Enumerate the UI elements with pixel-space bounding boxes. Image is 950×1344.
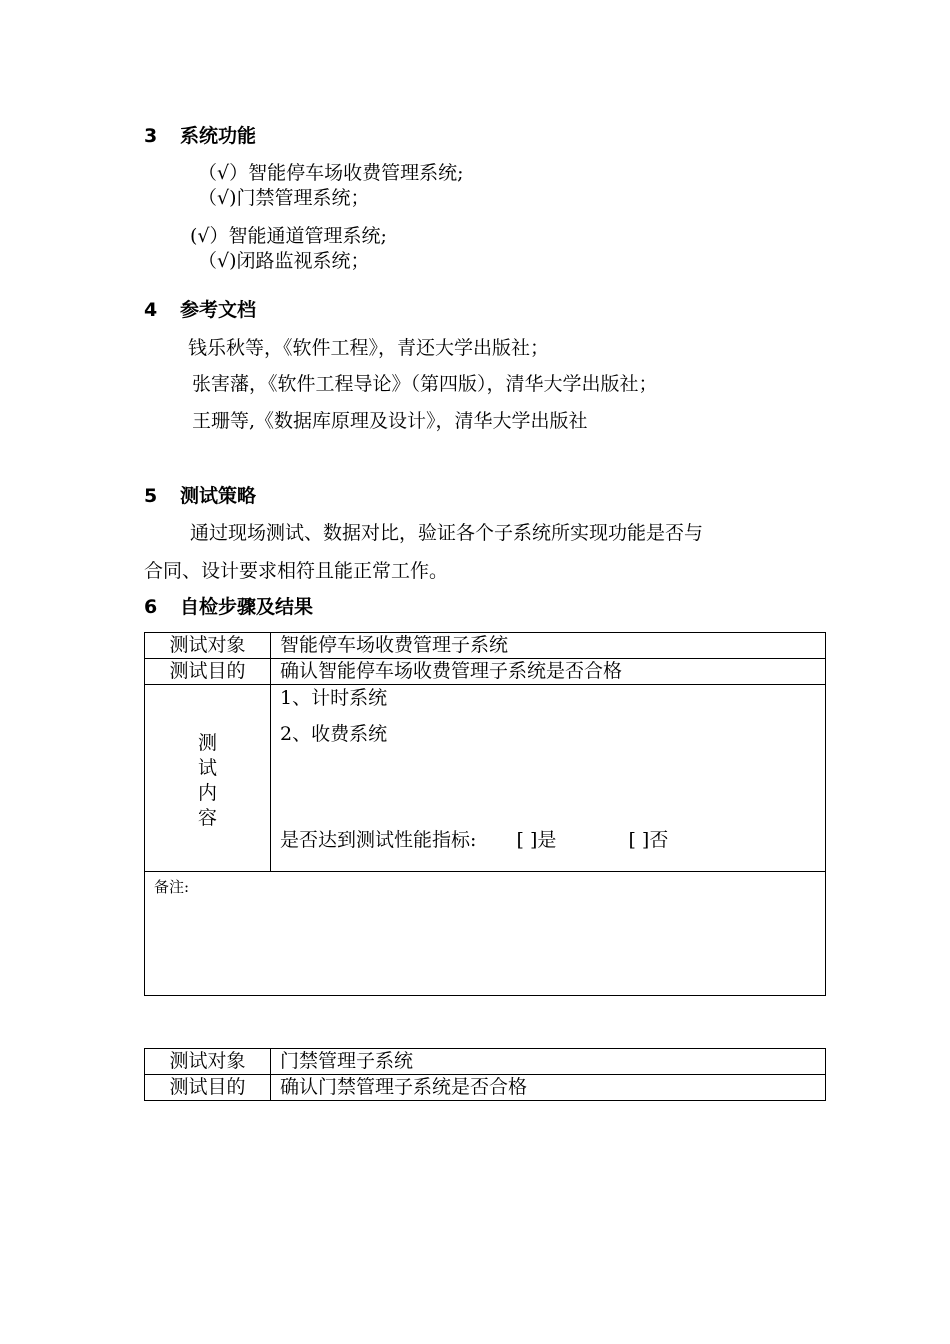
test-table-access-control — [144, 1048, 826, 1101]
section-5-number: 5 — [144, 485, 158, 507]
function-item: （√)门禁管理系统； — [198, 187, 370, 209]
function-item: (√）智能通道管理系统; — [190, 225, 387, 247]
test-object-value: 门禁管理子系统 — [271, 1049, 826, 1075]
function-item: （√)闭路监视系统； — [198, 250, 370, 272]
test-purpose-value: 确认智能停车场收费管理子系统是否合格 — [271, 659, 826, 685]
remark-label: 备注: — [154, 878, 190, 896]
test-purpose-label: 测试目的 — [145, 659, 271, 685]
performance-check-row — [280, 828, 668, 853]
section-4-title: 参考文档 — [180, 299, 257, 321]
section-4-number: 4 — [144, 299, 158, 321]
test-object-label: 测试对象 — [145, 1049, 271, 1075]
check-no-box[interactable]: [ ]否 — [628, 829, 669, 851]
section-6-number: 6 — [144, 596, 158, 618]
strategy-line-2: 合同、设计要求相符且能正常工作。 — [144, 560, 449, 582]
function-item: （√）智能停车场收费管理系统; — [198, 162, 464, 184]
section-5-title: 测试策略 — [180, 485, 257, 507]
reference-item: 张害藩，《软件工程导论》（第四版），清华大学出版社； — [192, 373, 658, 395]
test-content-label-cell — [145, 685, 271, 872]
section-3-number: 3 — [144, 125, 158, 147]
section-3-title: 系统功能 — [180, 125, 257, 147]
test-object-value: 智能停车场收费管理子系统 — [271, 633, 826, 659]
reference-item: 王珊等,《数据库原理及设计》，清华大学出版社 — [192, 410, 588, 432]
section-6-heading — [144, 595, 313, 619]
test-object-label: 测试对象 — [145, 633, 271, 659]
test-purpose-label: 测试目的 — [145, 1075, 271, 1101]
test-purpose-value: 确认门禁管理子系统是否合格 — [271, 1075, 826, 1101]
section-6-title: 自检步骤及结果 — [180, 596, 314, 618]
content-item: 1、计时系统 — [280, 687, 388, 709]
test-table-parking — [144, 632, 826, 996]
test-content-label: 测 试 内 容 — [197, 732, 217, 829]
section-3-heading — [144, 124, 256, 148]
performance-question: 是否达到测试性能指标: — [280, 829, 477, 851]
remark-cell — [145, 872, 826, 996]
section-4-heading — [144, 298, 256, 322]
reference-item: 钱乐秋等，《软件工程》，青还大学出版社； — [188, 337, 550, 359]
strategy-line-1: 通过现场测试、数据对比，验证各个子系统所实现功能是否与 — [190, 522, 704, 544]
section-5-heading — [144, 484, 256, 508]
content-item: 2、收费系统 — [280, 723, 388, 745]
test-content-cell — [271, 685, 826, 872]
check-yes-box[interactable]: [ ]是 — [516, 829, 557, 851]
